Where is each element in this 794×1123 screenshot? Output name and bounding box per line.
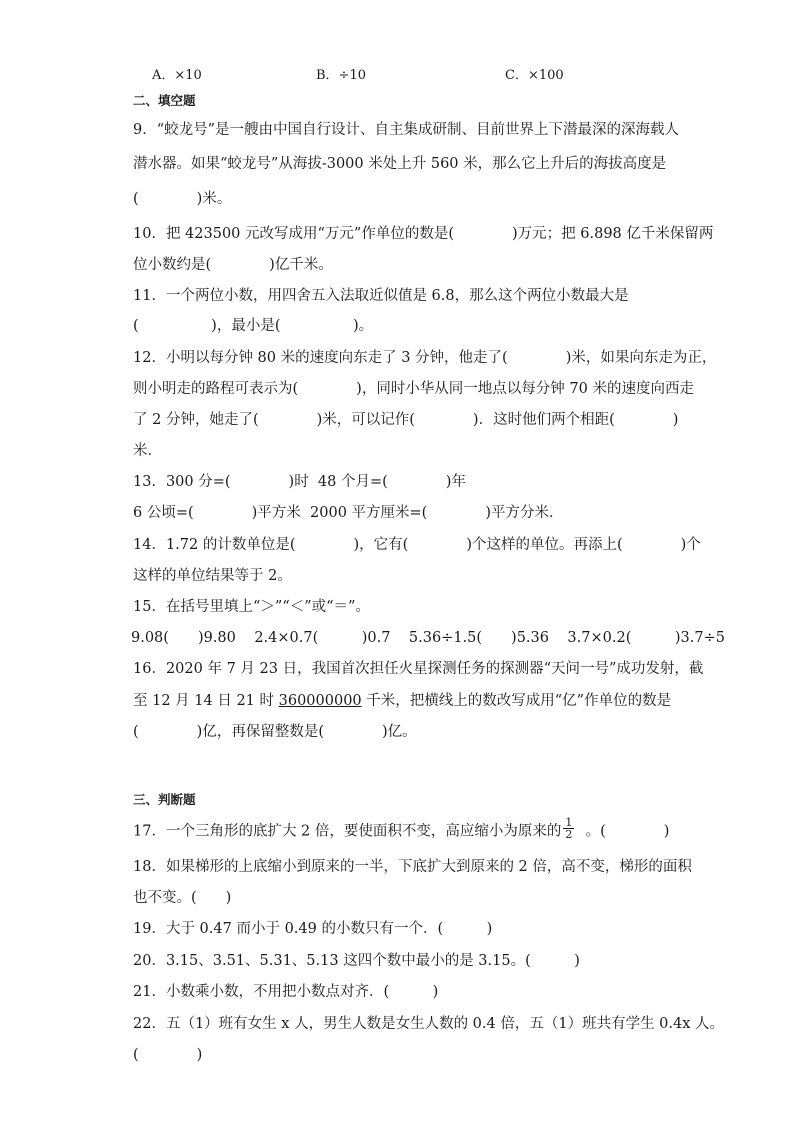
q15-line-2: 9.08( )9.80 2.4×0.7( )0.7 5.36÷1.5( )5.36 3.7×0.2( )3.7÷5 [131,630,725,646]
q17-text: 17．一个三角形的底扩大 2 倍，要使面积不变，高应缩小为原来的 [133,823,562,840]
q9-line-1: 9．“蛟龙号”是一艘由中国自行设计、自主集成研制、目前世界上下潜最深的深海载人 [133,122,680,138]
q9-line-3: ( )米。 [133,191,232,207]
q12-line-4: 米． [133,443,162,459]
q11-line-2: ( )，最小是( )。 [133,318,374,334]
section-fill-in-title: 二、填空题 [133,93,196,108]
q18-line-1: 18．如果梯形的上底缩小到原来的一半，下底扩大到原来的 2 倍，高不变，梯形的面积 [133,859,692,875]
q20-line: 20．3.15、3.51、5.31、5.13 这四个数中最小的是 3.15。( ) [133,953,580,969]
q16-line-3: ( )亿，再保留整数是( )亿。 [133,724,417,740]
fraction-one-half [563,817,574,840]
q17-line [133,816,670,841]
q18-line-2: 也不变。( ) [133,890,232,906]
q16-line-2 [133,691,671,711]
q16-line-2-end: 千米，把横线上的数改写成用“亿”作单位的数是 [361,693,672,709]
q17-end: 。( ) [576,823,670,840]
q12-line-2: 则小明走的路程可表示为( )，同时小华从同一地点以每分钟 70 米的速度向西走 [133,381,694,397]
fraction-denominator: 2 [565,828,573,841]
q13-line-1: 13．300 分=( )时 48 个月=( )年 [133,474,466,490]
q15-line-1: 15．在括号里填上“＞”“＜”或“＝”。 [133,599,370,615]
q14-line-2: 这样的单位结果等于 2。 [133,568,292,584]
q22-line-2: ( ) [133,1047,203,1063]
q19-line: 19．大于 0.47 而小于 0.49 的小数只有一个．( ) [133,921,493,937]
option-c: C．×100 [505,68,564,83]
q11-line-1: 11．一个两位小数，用四舍五入法取近似值是 6.8，那么这个两位小数最大是 [133,288,629,304]
option-b: B．÷10 [316,68,366,83]
q9-line-2: 潜水器。如果“蛟龙号”从海拔-3000 米处上升 560 米，那么它上升后的海拔高度是 [133,156,667,172]
underlined-number: 360000000 [278,693,362,709]
q22-line-1: 22．五（1）班有女生 x 人，男生人数是女生人数的 0.4 倍，五（1）班共有学生 0.4x 人。 [133,1016,725,1032]
q16-line-2-start: 至 12 月 14 日 21 时 [133,693,279,709]
q21-line: 21．小数乘小数，不用把小数点对齐．( ) [133,984,439,1000]
q16-line-1: 16．2020 年 7 月 23 日，我国首次担任火星探测任务的探测器“天问一号”成功发射，截 [133,661,704,677]
q12-line-3: 了 2 分钟，她走了( )米，可以记作( )．这时他们两个相距( ) [133,412,679,428]
q12-line-1: 12．小明以每分钟 80 米的速度向东走了 3 分钟，他走了( )米，如果向东走为正， [133,350,717,366]
q10-line-1: 10．把 423500 元改写成用“万元”作单位的数是( )万元；把 6.898 亿千米保留两 [133,226,714,242]
fraction-numerator: 1 [565,816,573,829]
q14-line-1: 14．1.72 的计数单位是( )，它有( )个这样的单位。再添上( )个 [133,537,701,553]
q13-line-2: 6 公顷=( )平方米 2000 平方厘米=( )平方分米． [133,505,564,521]
option-a: A．×10 [152,68,202,83]
q10-line-2: 位小数约是( )亿千米。 [133,257,333,273]
section-judgment-title: 三、判断题 [133,792,196,807]
